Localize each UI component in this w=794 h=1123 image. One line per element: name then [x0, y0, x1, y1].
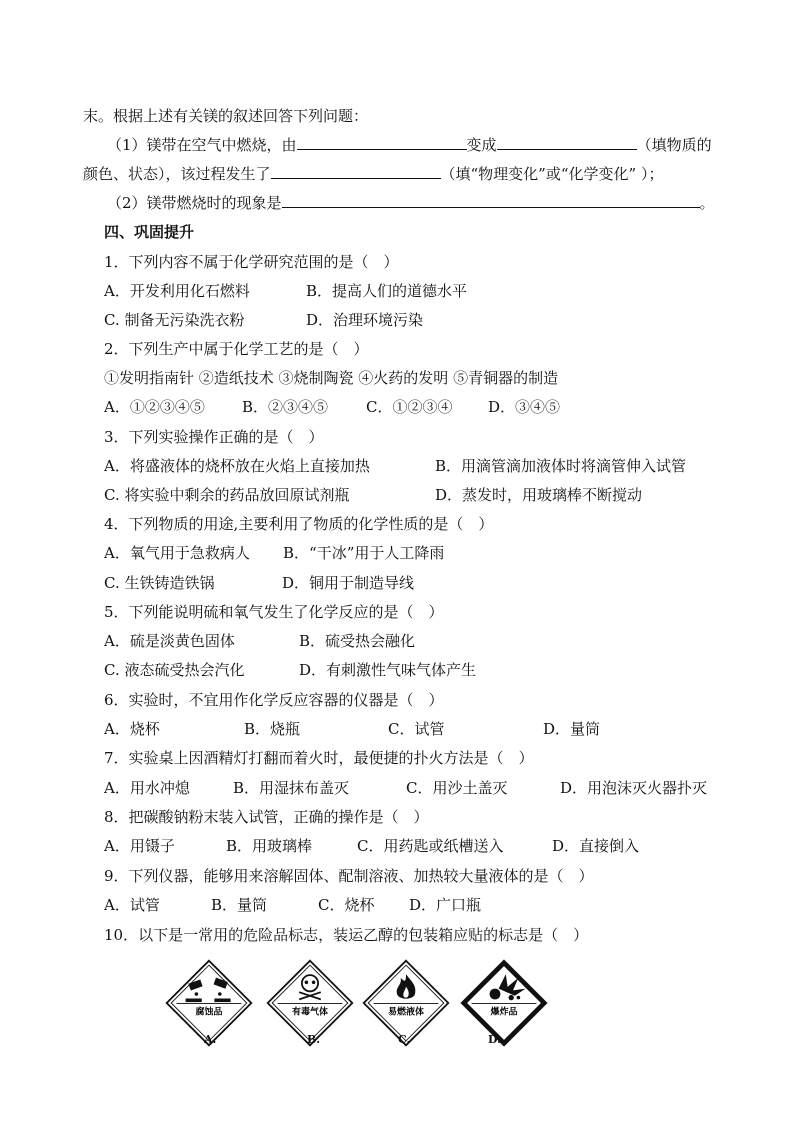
intro-text: （填物质的 [636, 136, 712, 154]
option[interactable]: D．铜用于制造导线 [282, 574, 415, 592]
intro-text: 。 [699, 194, 715, 212]
option[interactable]: B．烧瓶 [244, 720, 301, 738]
option[interactable]: B．“干冰”用于人工降雨 [283, 544, 445, 562]
question-2-line [107, 193, 715, 213]
sign-label: 爆炸品 [490, 1007, 518, 1018]
option[interactable]: B．量筒 [211, 896, 268, 914]
sign-letter: C. [398, 1033, 411, 1046]
option[interactable]: B．用滴管滴加液体时将滴管伸入试管 [435, 457, 687, 475]
option[interactable]: D．③④⑤ [488, 398, 561, 416]
option[interactable]: D．量筒 [543, 720, 601, 738]
question-stem: 1．下列内容不属于化学研究范围的是（ ） [104, 253, 399, 271]
option[interactable]: A．氧气用于急救病人 [104, 544, 250, 562]
intro-text: （填“物理变化”或“化学变化” ）； [440, 165, 664, 183]
option[interactable]: C．①②③④ [366, 398, 453, 416]
question-stem: 6．实验时，不宜用作化学反应容器的仪器是（ ） [104, 691, 444, 709]
option[interactable]: A．开发利用化石燃料 [104, 282, 250, 300]
answer-blank[interactable] [282, 193, 700, 208]
question-stem: 9．下列仪器，能够用来溶解固体、配制溶液、加热较大量液体的是（ ） [104, 867, 594, 885]
option[interactable]: C．试管 [388, 720, 445, 738]
question-extra: ①发明指南针 ②造纸技术 ③烧制陶瓷 ④火药的发明 ⑤青铜器的制造 [104, 369, 559, 387]
option[interactable]: B．②③④⑤ [242, 398, 329, 416]
option[interactable]: C．用沙土盖灭 [406, 779, 508, 797]
question-1-line [107, 135, 712, 155]
option[interactable]: C．用药匙或纸槽送入 [357, 837, 504, 855]
option[interactable]: B．硫受热会融化 [299, 632, 416, 650]
question-stem: 10．以下是一常用的危险品标志，装运乙醇的包装箱应贴的标志是（ ） [104, 926, 589, 944]
intro-text: （2）镁带燃烧时的现象是 [107, 194, 282, 212]
option[interactable]: A．烧杯 [104, 720, 160, 738]
option[interactable]: B．用玻璃棒 [226, 837, 313, 855]
option[interactable]: B．提高人们的道德水平 [306, 282, 468, 300]
option[interactable]: D．用泡沫灭火器扑灭 [560, 779, 708, 797]
question-stem: 4．下列物质的用途,主要利用了物质的化学性质的是（ ） [104, 515, 494, 533]
question-1-line-2 [83, 164, 663, 184]
option[interactable]: A．将盛液体的烧杯放在火焰上直接加热 [104, 457, 370, 475]
option[interactable]: C．烧杯 [318, 896, 375, 914]
option[interactable]: D．蒸发时，用玻璃棒不断搅动 [435, 486, 643, 504]
option[interactable]: A．试管 [104, 896, 160, 914]
section-title: 四、巩固提升 [104, 223, 195, 241]
intro-line: 末。根据上述有关镁的叙述回答下列问题： [83, 107, 369, 125]
sign-label: 有毒气体 [291, 1007, 329, 1018]
option[interactable]: B．用湿抹布盖灭 [233, 779, 350, 797]
question-stem: 5．下列能说明硫和氧气发生了化学反应的是（ ） [104, 603, 444, 621]
answer-blank[interactable] [271, 164, 441, 179]
option[interactable]: A．①②③④⑤ [104, 398, 205, 416]
sign-letter: D. [488, 1033, 501, 1046]
option[interactable]: A．硫是淡黄色固体 [104, 632, 235, 650]
intro-text: 颜色、状态），该过程发生了 [83, 165, 271, 183]
sign-label: 腐蚀品 [195, 1007, 223, 1018]
option[interactable]: C. 生铁铸造铁锅 [104, 574, 215, 592]
option[interactable]: D．治理环境污染 [306, 311, 424, 329]
intro-text: 变成 [466, 136, 497, 154]
option[interactable]: A．用水冲熄 [104, 779, 190, 797]
option[interactable]: D．直接倒入 [552, 837, 640, 855]
option[interactable]: A．用镊子 [104, 837, 175, 855]
question-stem: 7．实验桌上因酒精灯打翻而着火时，最便捷的扑火方法是（ ） [104, 749, 534, 767]
sign-letter: B. [307, 1033, 321, 1046]
option[interactable]: C. 制备无污染洗衣粉 [104, 311, 245, 329]
option[interactable]: D．有刺激性气味气体产生 [299, 661, 477, 679]
option[interactable]: C. 液态硫受热会汽化 [104, 661, 245, 679]
hazard-sign-explosive[interactable] [459, 958, 549, 1048]
question-stem: 3．下列实验操作正确的是（ ） [104, 428, 324, 446]
sign-label: 易燃液体 [387, 1007, 425, 1018]
answer-blank[interactable] [497, 135, 637, 150]
question-stem: 2．下列生产中属于化学工艺的是（ ） [104, 340, 369, 358]
answer-blank[interactable] [297, 135, 467, 150]
option[interactable]: D．广口瓶 [409, 896, 482, 914]
intro-text: （1）镁带在空气中燃烧，由 [107, 136, 297, 154]
question-stem: 8．把碳酸钠粉末装入试管，正确的操作是（ ） [104, 808, 429, 826]
sign-letter: A. [204, 1033, 217, 1046]
option[interactable]: C. 将实验中剩余的药品放回原试剂瓶 [104, 486, 350, 504]
